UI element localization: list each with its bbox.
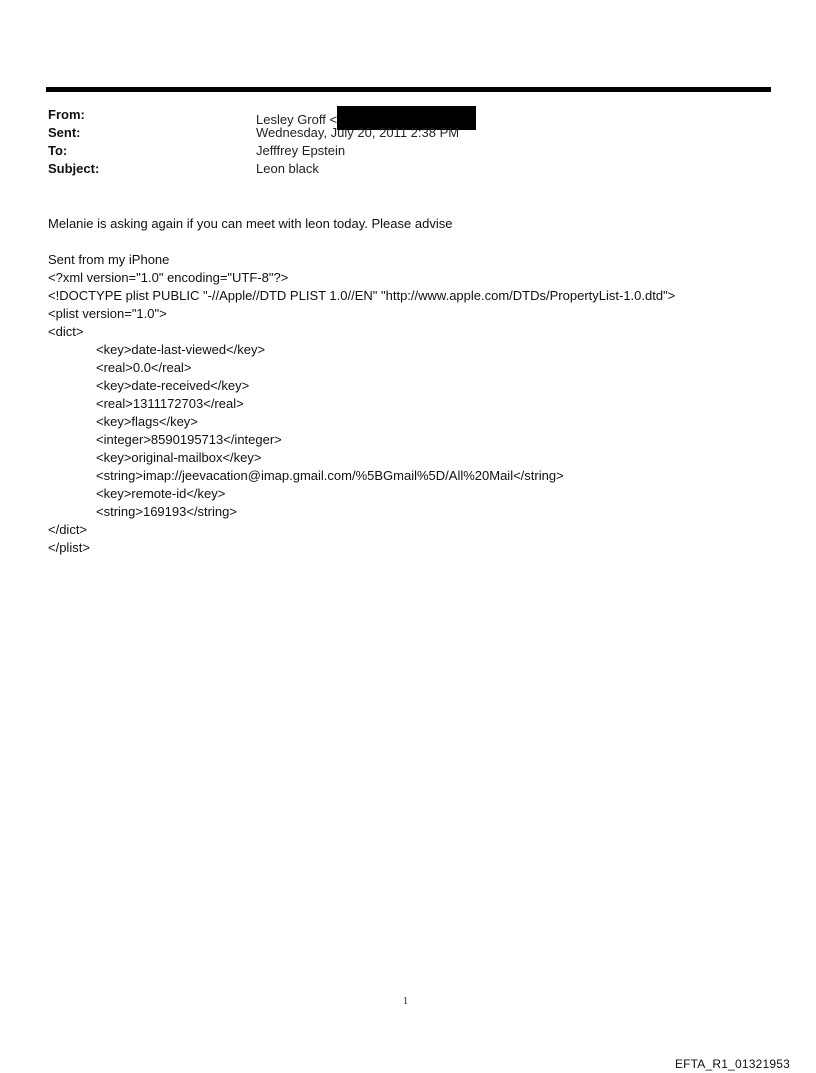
to-label: To: — [48, 143, 68, 158]
sent-value: Wednesday, July 20, 2011 2:38 PM — [256, 125, 460, 140]
from-row — [48, 106, 748, 127]
paragraph-gap — [48, 233, 768, 251]
plist-entry: <key>flags</key> — [96, 414, 198, 429]
sent-label: Sent: — [48, 125, 81, 140]
dict-open-tag: <dict> — [48, 324, 84, 339]
subject-row — [48, 160, 748, 178]
plist-entry: <key>date-last-viewed</key> — [96, 342, 266, 357]
sender-name: Lesley Groff < — [256, 112, 338, 127]
plist-entry: <real>1311172703</real> — [96, 396, 244, 411]
to-value: Jefffrey Epstein — [256, 143, 346, 158]
page-number: 1 — [403, 996, 408, 1007]
signature-text: Sent from my iPhone — [48, 252, 170, 267]
subject-label: Subject: — [48, 161, 100, 176]
plist-entry: <key>date-received</key> — [96, 378, 250, 393]
header-rule — [46, 87, 771, 92]
email-header — [48, 106, 748, 178]
xml-declaration: <?xml version="1.0" encoding="UTF-8"?> — [48, 270, 289, 285]
sent-row — [48, 124, 748, 142]
to-row — [48, 142, 748, 160]
bates-number: EFTA_R1_01321953 — [674, 1057, 790, 1071]
plist-entry: <string>imap://jeevacation@imap.gmail.com/%5BGmail%5D/All%20Mail</string> — [96, 468, 564, 483]
plist-entry: <key>remote-id</key> — [96, 486, 226, 501]
email-body — [48, 215, 768, 557]
from-label: From: — [48, 107, 85, 122]
plist-close-tag: </plist> — [48, 540, 90, 555]
plist-entry: <string>169193</string> — [96, 504, 237, 519]
subject-value: Leon black — [256, 161, 319, 176]
plist-entry: <integer>8590195713</integer> — [96, 432, 282, 447]
dict-close-tag: </dict> — [48, 522, 88, 537]
plist-entry: <real>0.0</real> — [96, 360, 192, 375]
plist-entry: <key>original-mailbox</key> — [96, 450, 262, 465]
message-text: Melanie is asking again if you can meet with leon today. Please advise — [48, 216, 453, 231]
plist-open-tag: <plist version="1.0"> — [48, 306, 167, 321]
doctype-line: <!DOCTYPE plist PUBLIC "-//Apple//DTD PLIST 1.0//EN" "http://www.apple.com/DTDs/PropertyList-1.0.dtd"> — [48, 288, 676, 303]
